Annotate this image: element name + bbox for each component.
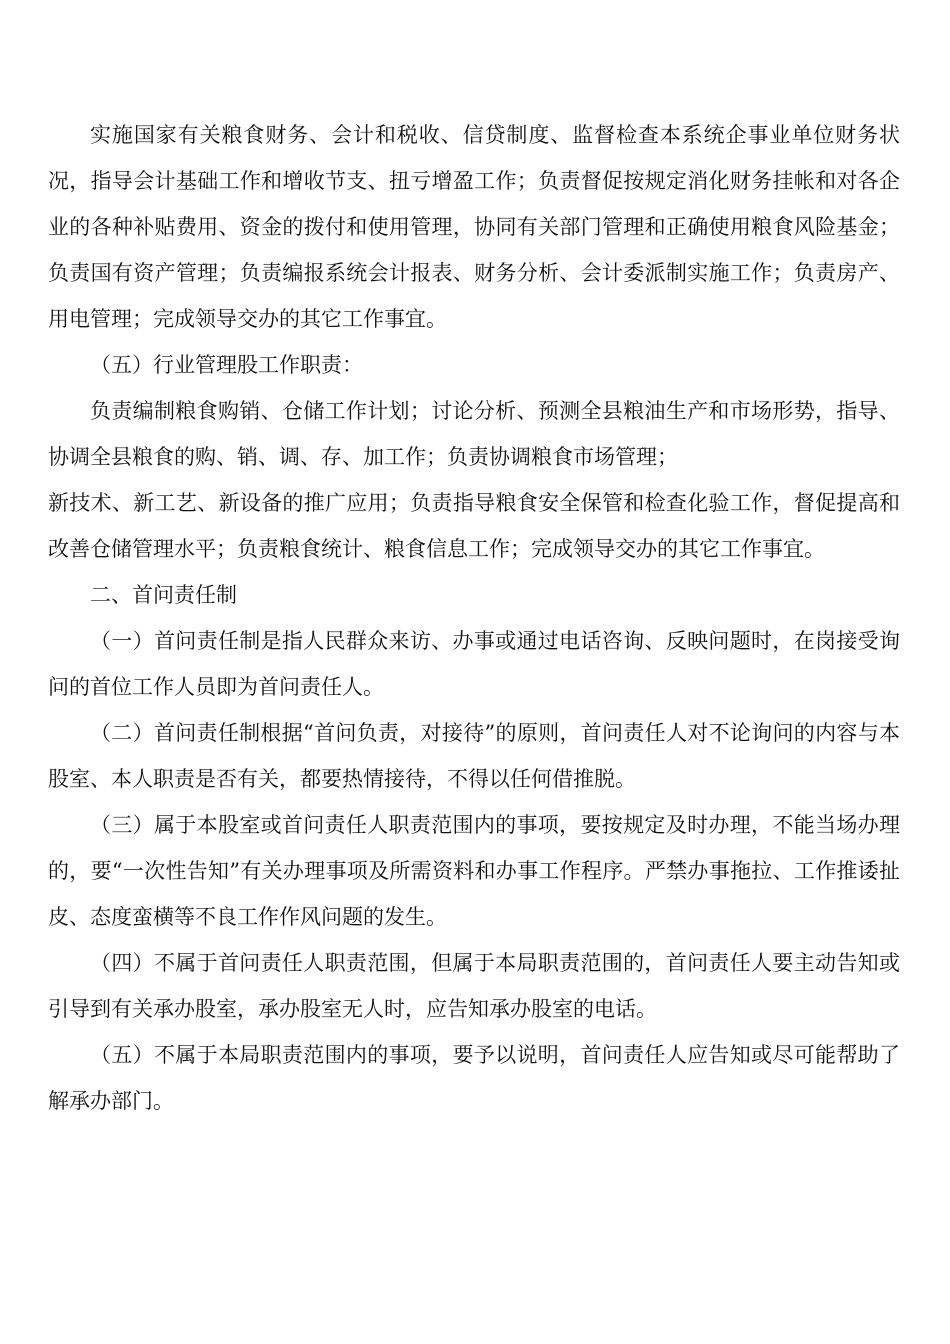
paragraph-item-2: （二）首问责任制根据“首问负责，对接待”的原则，首问责任人对不论询问的内容与本股室、本人职责是否有关，都要热情接待，不得以任何借推脱。: [48, 721, 900, 791]
paragraph-finance-duties: 实施国家有关粮食财务、会计和税收、信贷制度、监督检查本系统企事业单位财务状况，指导会计基础工作和增收节支、扭亏增盈工作；负责督促按规定消化财务挂帐和对各企业的各种补贴费用、资金的拨付和使用管理，协同有关部门管理和正确使用粮食风险基金；负责国有资产管理；负责编报系统会计报表、财务分析、会计委派制实施工作；负责房产、用电管理；完成领导交办的其它工作事宜。: [48, 123, 900, 331]
paragraph-industry-duties-part1: 负责编制粮食购销、仓储工作计划；讨论分析、预测全县粮油生产和市场形势，指导、协调全县粮食的购、销、调、存、加工作；负责协调粮食市场管理；: [48, 399, 900, 469]
paragraph-item-3: （三）属于本股室或首问责任人职责范围内的事项，要按规定及时办理，不能当场办理的，要“一次性告知”有关办理事项及所需资料和办事工作程序。严禁办事拖拉、工作推诿扯皮、态度蛮横等不良工作作风问题的发生。: [48, 813, 900, 929]
paragraph-item-4: （四）不属于首问责任人职责范围，但属于本局职责范围的，首问责任人要主动告知或引导到有关承办股室，承办股室无人时，应告知承办股室的电话。: [48, 951, 900, 1021]
heading-first-inquiry-system: 二、首问责任制: [90, 583, 237, 607]
paragraph-item-5: （五）不属于本局职责范围内的事项，要予以说明，首问责任人应告知或尽可能帮助了解承办部门。: [48, 1043, 900, 1113]
document-page: [48, 112, 900, 1124]
heading-industry-management-duties: （五）行业管理股工作职责：: [90, 353, 363, 377]
paragraph-item-1: （一）首问责任制是指人民群众来访、办事或通过电话咨询、反映问题时，在岗接受询问的首位工作人员即为首问责任人。: [48, 629, 900, 699]
paragraph-industry-duties-part2: 新技术、新工艺、新设备的推广应用；负责指导粮食安全保管和检查化验工作，督促提高和改善仓储管理水平；负责粮食统计、粮食信息工作；完成领导交办的其它工作事宜。: [48, 491, 900, 561]
